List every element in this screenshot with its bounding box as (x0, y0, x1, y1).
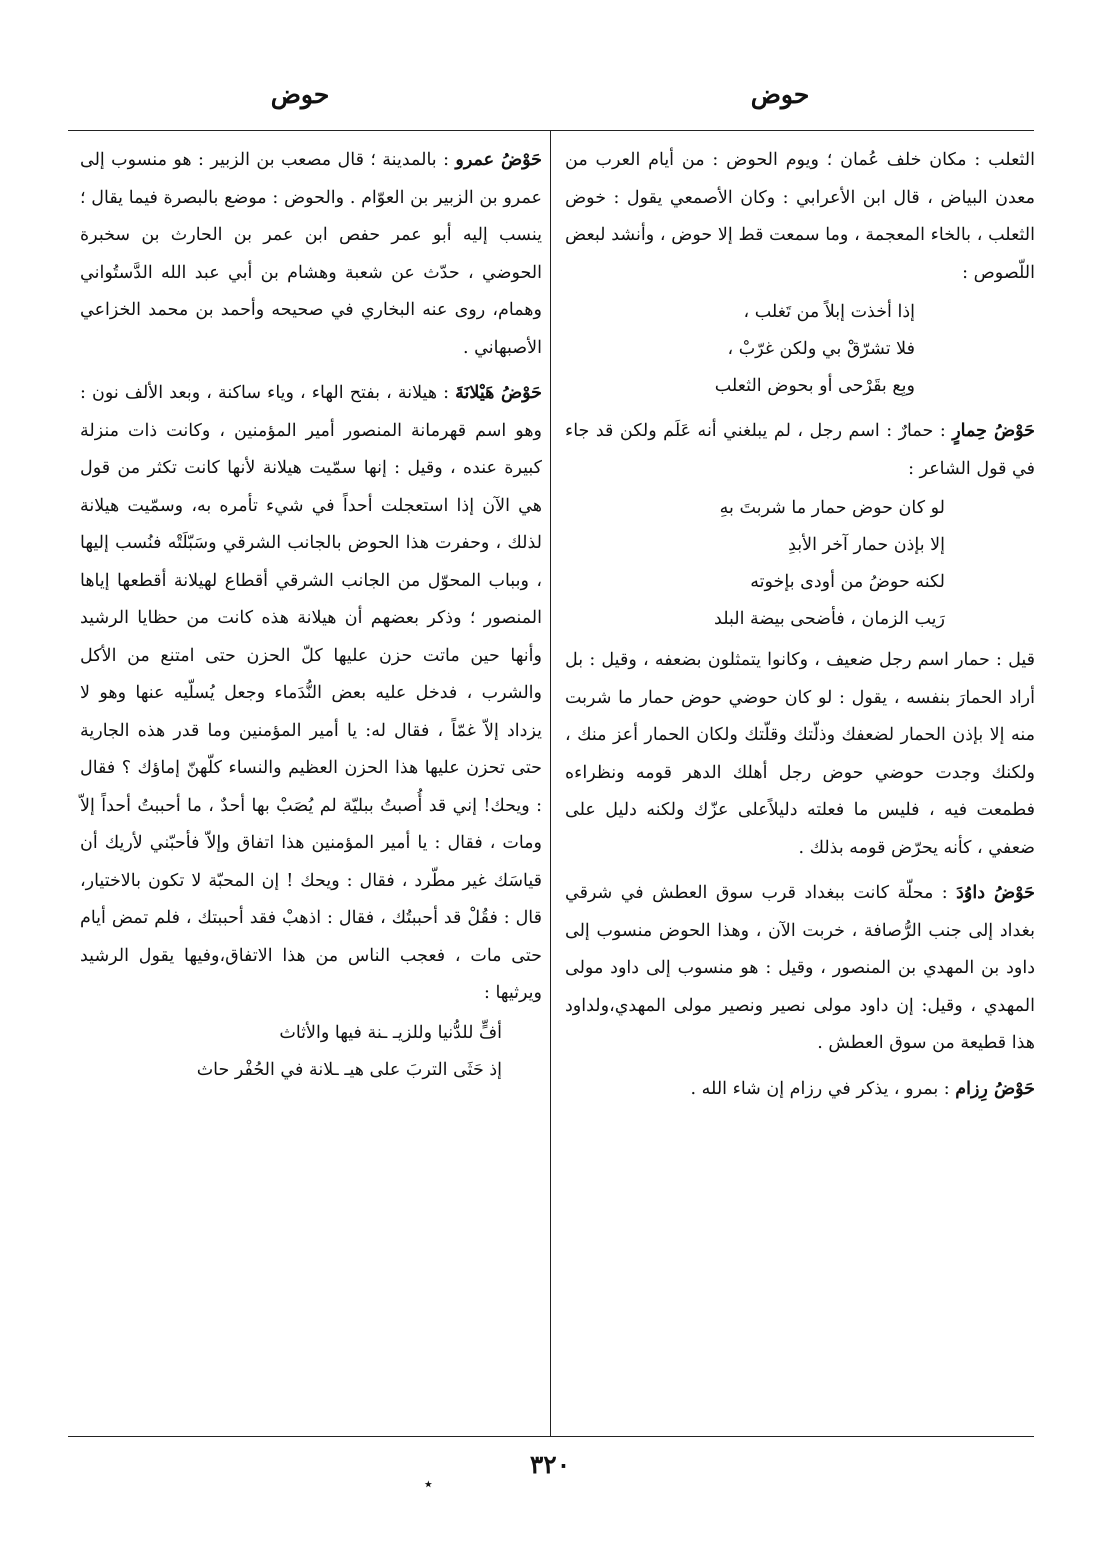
verse-block-lusus (565, 294, 1035, 405)
entry-hawd-dawud (565, 875, 1035, 1063)
verse-line: أفٍّ للدُّنيا وللزيـ ـنة فيها والأثاث (279, 1022, 502, 1043)
entry-hawd-rizam (565, 1071, 1035, 1109)
entry-body: : هيلانة ، بفتح الهاء ، وياء ساكنة ، وبعد الألف نون : وهو اسم قهرمانة المنصور أمير المؤمنين ، وكانت ذات منزلة كبيرة عنده ، وقيل : إنها سمّيت هيلانة لأنها كانت تكثر من قول هي الآن إذا استعجلت أحداً في شيء تأمره به، وسمّيت هيلانة لذلك ، وحفرت هذا الحوض بالجانب الشرقي وسَبّلَتْه فنُسب إليها ، وبباب المحوّل من الجانب الشرقي أقطاع لهيلانة أقطعها إياها المنصور ؛ وذكر بعضهم أن هيلانة هذه كانت من حظايا الرشيد وأنها حين ماتت حزن عليها كلّ الحزن حتى امتنع من الأكل والشرب ، فدخل عليه بعض النُّدَماء وجعل يُسلّيه عنها وهو لا يزداد إلاّ غمّاً ، فقال له: يا أمير المؤمنين وما قدر هذه الجارية حتى تحزن عليها هذا الحزن العظيم والنساء كلّهنّ إماؤك ؟ فقال : ويحك! إني قد أُصبتُ ببليّة لم يُصَبْ بها أحدٌ ، ما أحببتُ أحداً إلاّ ومات ، فقال : يا أمير المؤمنين هذا اتفاق وإلاّ فأحبّني لأريك أن قياسَك غير مطّرد ، فقال : ويحك ! إن المحبّة لا تكون بالاختيار، قال : فقُلْ قد أحببتُك ، فقال : اذهبْ فقد أحببتك ، فلم تمض أيام حتى مات ، فعجب الناس من هذا الاتفاق،وفيها يقول الرشيد ويرثيها : (80, 383, 542, 1003)
entry-hawd-haylana (80, 375, 542, 1013)
entry-headword: حَوْضُ عمرو (455, 150, 542, 170)
verse-block-rashid (80, 1015, 542, 1089)
verse-block-himar (565, 490, 1035, 638)
entry-headword: حَوْضُ داوُدَ (956, 883, 1035, 903)
verse-line: إلا بإذن حمار آخر الأبدِ (788, 535, 945, 555)
verse-line: إذا أخذت إبلاً من تَغلب ، (743, 302, 915, 322)
bottom-rule (68, 1436, 1034, 1437)
entry-body: : بمرو ، يذكر في رزام إن شاء الله . (690, 1078, 950, 1099)
verse-line: لو كان حوض حمار ما شربتَ بهِ (719, 498, 945, 518)
entry-headword: حَوْضُ هَيْلانَةَ (455, 383, 542, 403)
verse-line: لكنه حوضُ من أودى بإخوته (750, 572, 945, 592)
entry-hawd-amr (80, 142, 542, 367)
entry-headword: حَوْضُ رِزام (955, 1078, 1035, 1099)
verse-line: وبِع بقَرْحى أو بحوض الثعلب (714, 376, 915, 396)
verse-line: فلا تشرّقْ بي ولكن غرّبْ ، (727, 339, 915, 359)
entry-hawd-himar (565, 413, 1035, 488)
running-header-left: حوض (270, 80, 330, 109)
entry-body: : محلّة كانت ببغداد قرب سوق العطش في شرقي بغداد إلى جنب الرُّصافة ، خربت الآن ، وهذا الحوض منسوب إلى داود بن المهدي بن المنصور ، وقيل : هو منسوب إلى داود مولى المهدي ، وقيل: إن داود مولى نصير ونصير مولى المهدي،ولداود هذا قطيعة من سوق العطش . (565, 883, 1035, 1053)
verse-line: إذ حَثَى التربَ على هيـ ـلانة في الحُفْر حاث (196, 1059, 502, 1080)
entry-body: : حمارٌ : اسم رجل ، لم يبلغني أنه عَلَم ولكن قد جاء في قول الشاعر : (565, 421, 1035, 479)
top-rule (68, 130, 1034, 131)
paragraph-himar-explanation: قيل : حمار اسم رجل ضعيف ، وكانوا يتمثلون بضعفه ، وقيل : بل أراد الحمارَ بنفسه ، يقول : لو كان حوضي حوض حمار ما شربت منه إلا بإذن الحمار لضعفك وذلّتك وقلّتك ولكان الحمار أعز منك ، ولكنك وجدت حوضي حوض رجل أهلك الدهر قومه ونظراءه فطمعت فيه ، فليس ما فعلته دليلاًعلى عزّك ولكنه دليل على ضعفي ، كأنه يحرّض قومه بذلك . (565, 650, 1035, 858)
entry-body: : بالمدينة ؛ قال مصعب بن الزبير : هو منسوب إلى عمرو بن الزبير بن العوّام . والحوض : موضع بالبصرة فيما يقال ؛ ينسب إليه أبو عمر حفص ابن عمر بن الحارث بن سخبرة الحوضي ، حدّث عن شعبة وهشام بن أبي عبد الله الدَّستُواني وهمام، روى عنه البخاري في صحيحه وأحمد بن محمد الخزاعي الأصبهاني . (80, 150, 542, 358)
footer-star-mark: ٭ (424, 1474, 433, 1493)
running-header-right: حوض (750, 80, 810, 109)
entry-headword: حَوْضُ حِمارٍ (952, 421, 1035, 441)
column-divider (550, 130, 551, 1436)
right-column (565, 142, 1035, 1108)
paragraph-tha-lab: الثعلب : مكان خلف عُمان ؛ ويوم الحوض : من أيام العرب من معدن البياض ، قال ابن الأعرابي : وكان الأصمعي يقول : خوض الثعلب ، بالخاء المعجمة ، وما سمعت قط إلا حوض ، وأنشد لبعض اللّصوص : (565, 150, 1035, 283)
left-column (80, 142, 542, 1093)
verse-line: رَيب الزمان ، فأضحى بيضة البلد (714, 609, 945, 629)
page-number: ٣٢٠ (529, 1450, 571, 1479)
